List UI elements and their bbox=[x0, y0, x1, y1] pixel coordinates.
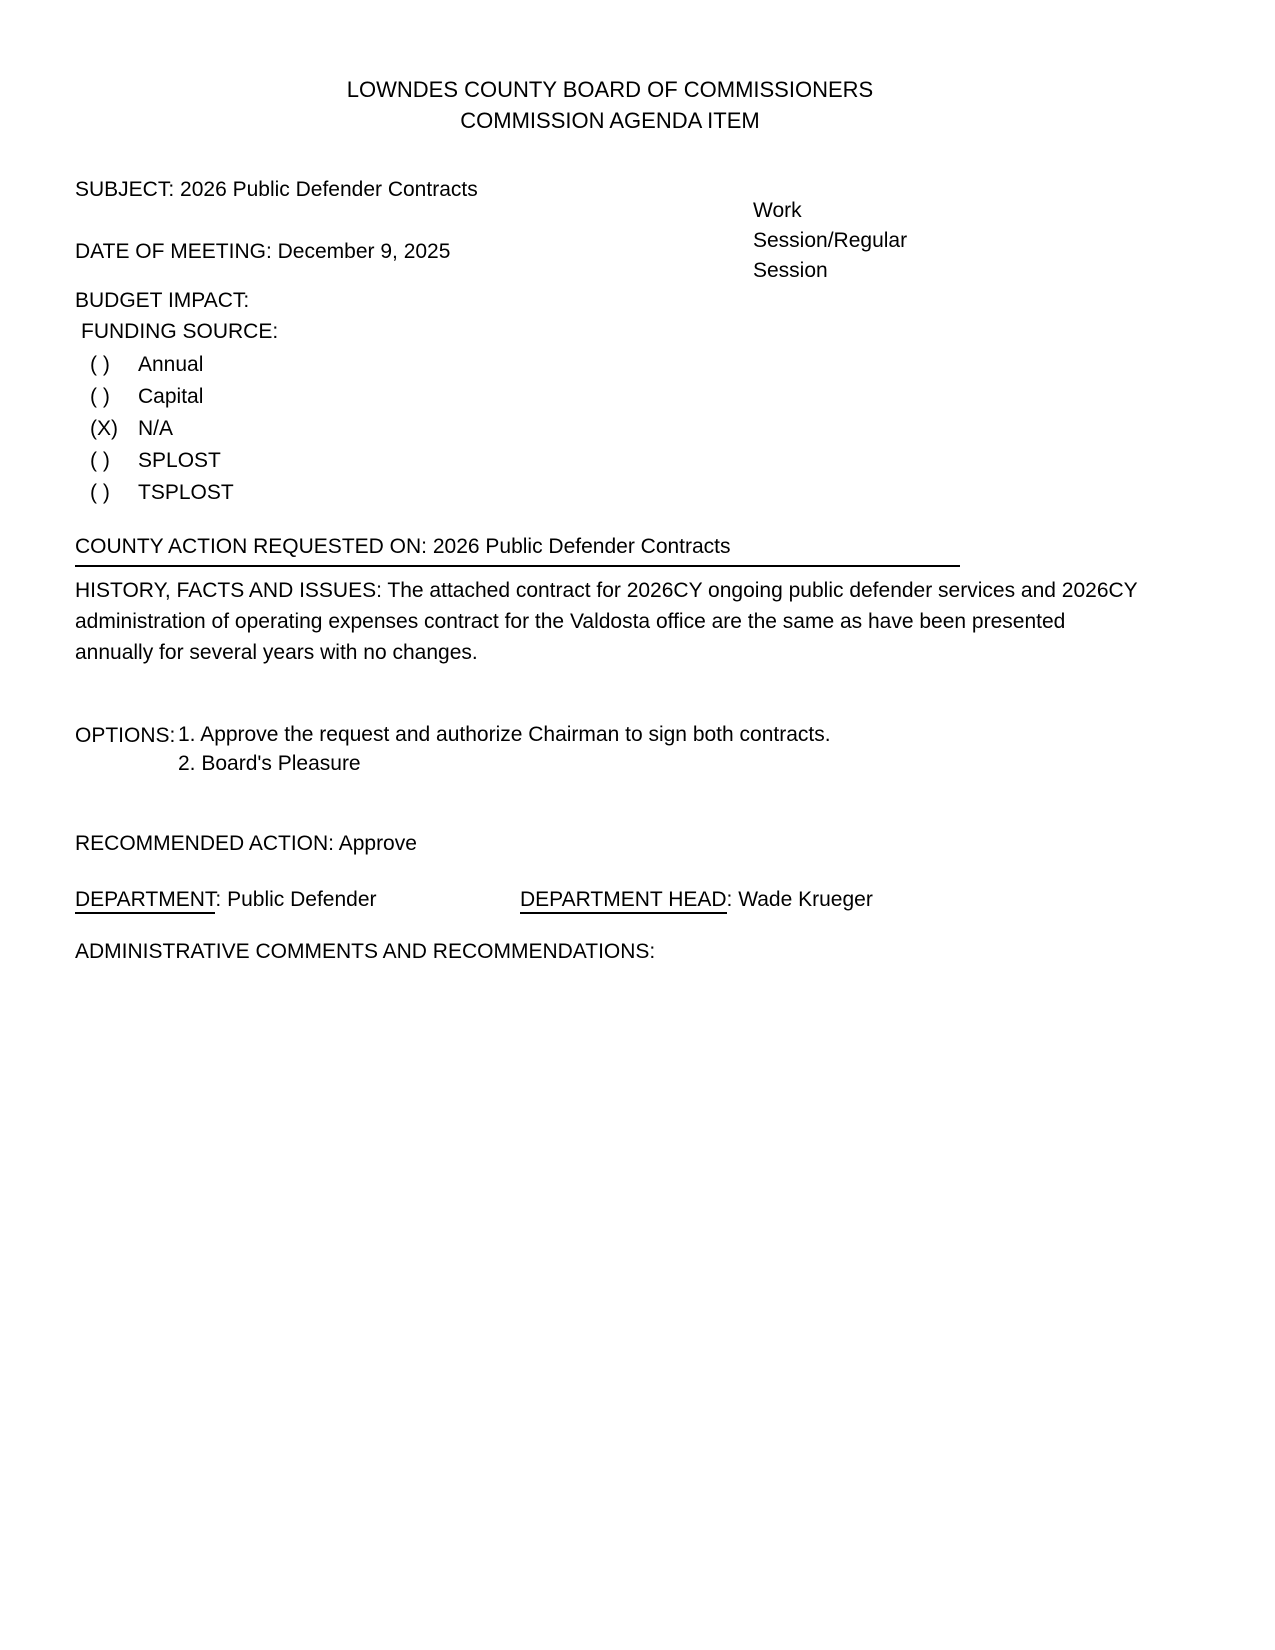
document-title bbox=[75, 0, 1145, 136]
checkbox-mark: ( ) bbox=[90, 449, 110, 472]
funding-source-list bbox=[75, 349, 1145, 509]
funding-source-label: FUNDING SOURCE: bbox=[81, 320, 279, 343]
funding-option-splost bbox=[75, 445, 1145, 477]
document-title-line1: LOWNDES COUNTY BOARD OF COMMISSIONERS bbox=[346, 77, 874, 102]
funding-option-label: SPLOST bbox=[138, 449, 221, 472]
date-of-meeting-line bbox=[75, 236, 1145, 267]
funding-option-label: Capital bbox=[138, 385, 204, 408]
budget-impact-label: BUDGET IMPACT: bbox=[75, 289, 250, 312]
session-type-block bbox=[753, 196, 953, 286]
department-head-line bbox=[520, 884, 873, 915]
recommended-action-label: RECOMMENDED ACTION: bbox=[75, 832, 335, 855]
department-head-value: : Wade Krueger bbox=[726, 888, 873, 911]
option-item-2: 2. Board's Pleasure bbox=[178, 752, 361, 775]
recommended-action-value: Approve bbox=[338, 832, 417, 855]
county-action-value: 2026 Public Defender Contracts bbox=[432, 535, 731, 558]
checkbox-mark: ( ) bbox=[90, 481, 110, 504]
history-label: HISTORY, FACTS AND ISSUES: bbox=[75, 579, 382, 602]
checkbox-mark: ( ) bbox=[90, 353, 110, 376]
funding-option-label: TSPLOST bbox=[138, 481, 234, 504]
subject-line bbox=[75, 174, 1145, 205]
session-type-line: Session bbox=[753, 259, 828, 282]
session-type-line: Work bbox=[753, 199, 802, 222]
county-action-label: COUNTY ACTION REQUESTED ON: bbox=[75, 535, 427, 558]
document-content bbox=[75, 0, 1145, 967]
checkbox-mark-checked: (X) bbox=[90, 417, 118, 440]
option-item-1: 1. Approve the request and authorize Chairman to sign both contracts. bbox=[178, 723, 831, 746]
options-label: OPTIONS: bbox=[75, 724, 176, 747]
session-type-line: Session/Regular bbox=[753, 229, 908, 252]
administrative-comments-label: ADMINISTRATIVE COMMENTS AND RECOMMENDATIONS: bbox=[75, 940, 656, 963]
department-head-label: DEPARTMENT HEAD bbox=[520, 888, 727, 914]
recommended-action-line bbox=[75, 828, 1145, 859]
funding-option-capital bbox=[75, 381, 1145, 413]
department-label: DEPARTMENT bbox=[75, 888, 215, 914]
checkbox-mark: ( ) bbox=[90, 385, 110, 408]
subject-value: 2026 Public Defender Contracts bbox=[180, 178, 478, 201]
county-action-line bbox=[75, 531, 960, 567]
date-of-meeting-label: DATE OF MEETING: bbox=[75, 240, 272, 263]
subject-label: SUBJECT: bbox=[75, 178, 175, 201]
department-value: : Public Defender bbox=[215, 888, 377, 911]
history-text: The attached contract for 2026CY ongoing public defender services and 2026CY administration of operating expenses contract for the Valdosta office are the same as have been presented annually for several years with no changes. bbox=[75, 579, 1138, 664]
history-facts-issues bbox=[75, 575, 1145, 668]
document-title-line2: COMMISSION AGENDA ITEM bbox=[460, 108, 760, 133]
funding-option-na bbox=[75, 413, 1145, 445]
funding-option-label: N/A bbox=[138, 417, 174, 440]
date-of-meeting-value: December 9, 2025 bbox=[277, 240, 451, 263]
funding-option-annual bbox=[75, 349, 1145, 381]
options-section bbox=[75, 720, 1145, 778]
department-row bbox=[75, 884, 1145, 915]
funding-option-label: Annual bbox=[138, 353, 204, 376]
department-line bbox=[75, 884, 520, 915]
funding-option-tsplost bbox=[75, 477, 1145, 509]
options-items bbox=[178, 720, 831, 778]
